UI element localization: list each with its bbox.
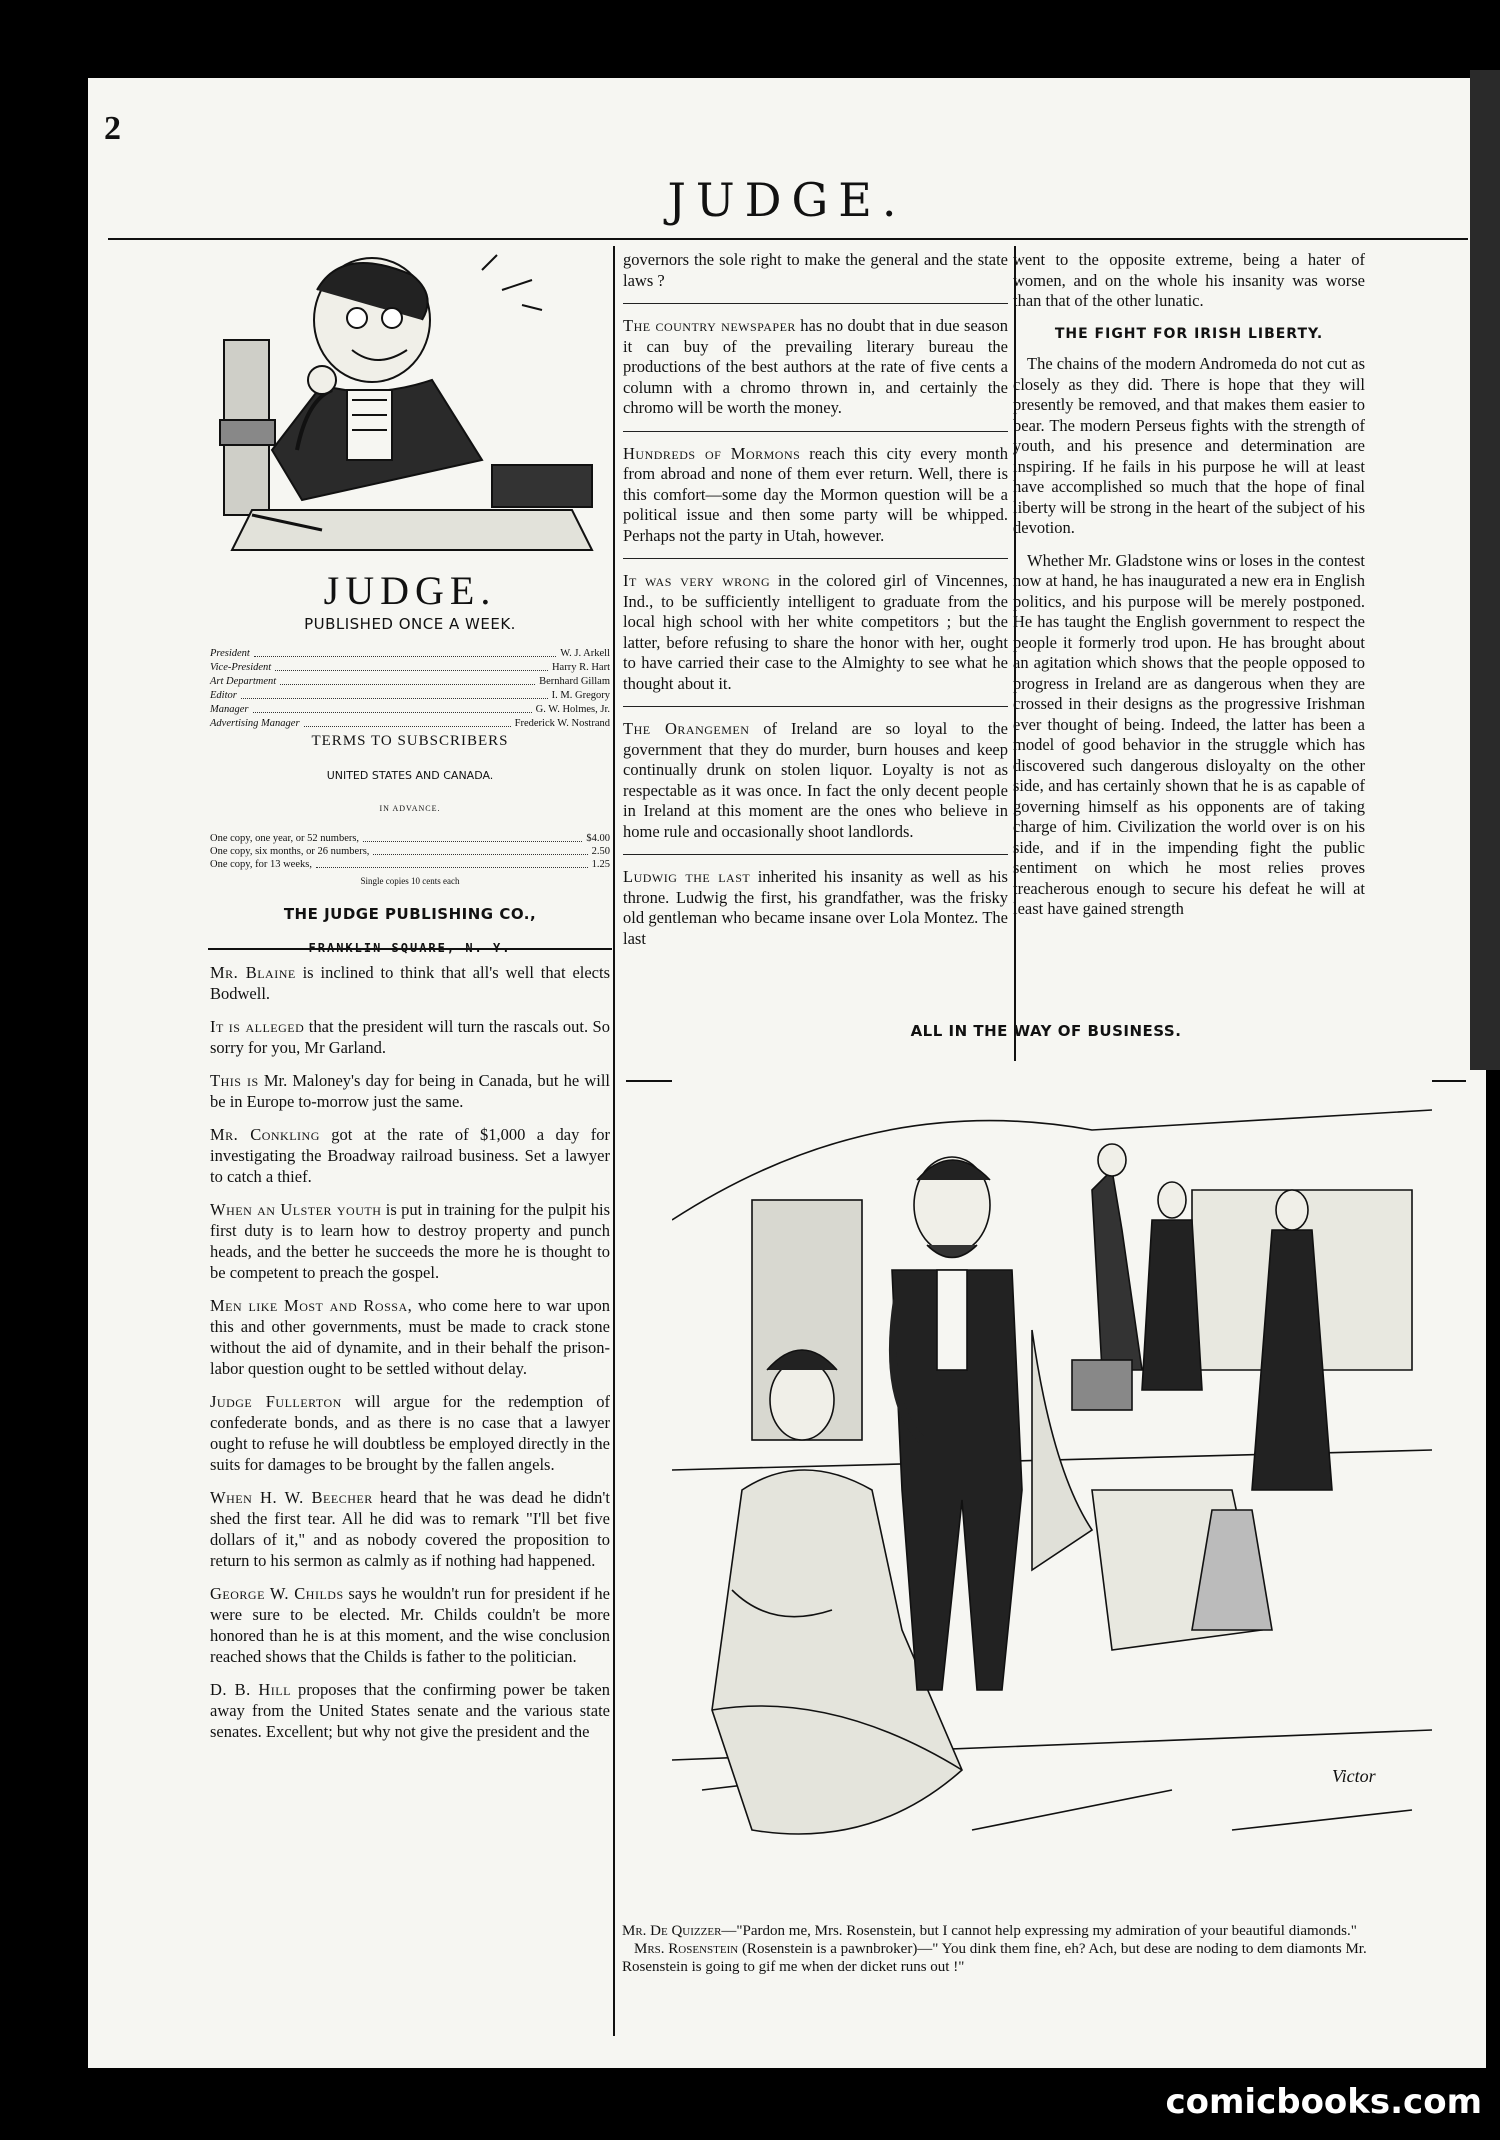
paragraph: It was very wrong in the colored girl of Vincennes, Ind., to be sufficiently intelligent to graduate from the local high school with her white competitors ; but the latter, before refusing to share the honor with her, ought to have carried their case to the Almighty to see what he thought about it. [623, 571, 1008, 693]
paragraph: George W. Childs says he wouldn't run for president if he were sure to be elected. Mr. Childs couldn't be more honored than he is at this moment, and the wise conclusion reached shows that the Childs is father to the politician. [210, 1584, 610, 1666]
single-copy-price: Single copies 10 cents each [360, 875, 460, 886]
terms-region: UNITED STATES AND CANADA. [326, 768, 494, 782]
price-row: One copy, for 13 weeks, 1.25 [210, 858, 610, 870]
terms-advance: IN ADVANCE. [379, 804, 441, 813]
price-row: One copy, six months, or 26 numbers, 2.50 [210, 845, 610, 857]
site-watermark: comicbooks.com [1165, 2082, 1482, 2122]
paragraph: Mr. Blaine is inclined to think that all's well that elects Bodwell. [210, 963, 611, 1003]
publication-info-block [210, 568, 610, 971]
paragraph: Men like Most and Rossa, who come here to war upon this and other governments, must be made to crack stone without the aid of dynamite, and in their behalf the prison-labor question ought to be settled without delay. [210, 1296, 611, 1378]
masthead-rule [108, 238, 1468, 240]
publisher-name: THE JUDGE PUBLISHING CO., [283, 905, 537, 923]
paragraph: The Orangemen of Ireland are so loyal to the government that they do murder, burn houses and keep continually drunk on stolen liquor. Loyalty is not as respectable as it was once. In fact the only decent people in Ireland at this moment are the ones who believe in home rule and occasionally shoot landlords. [623, 719, 1008, 841]
staff-row: Vice-President Harry R. Hart [210, 662, 610, 673]
paragraph: This is Mr. Maloney's day for being in Canada, but he will be in Europe to-morrow just the same. [210, 1071, 610, 1111]
masthead: JUDGE. [667, 173, 907, 227]
staff-list [210, 647, 610, 731]
paragraph-separator [623, 303, 1008, 304]
column-1-paragraphs [210, 962, 610, 1754]
paragraph: Hundreds of Mormons reach this city every month from abroad and none of them ever return. Well, there is this comfort—some day the Mormon question will be a political issue and then some party will be whipped. Perhaps not the party in Utah, however. [623, 443, 1009, 545]
paragraph: Whether Mr. Gladstone wins or loses in the contest now at hand, he has inaugurated a new era in English politics, and his purpose will be merely postponed. He has taught the English government to respect the people it formerly trod upon. He has brought about an agitation which shows that the people opposed to progress in Ireland are as dangerous when they are crossed in their designs as the progressive Irishman ever thought of being. Indeed, the latter has been a model of good behavior in the struggle which has discovered such dangerous disloyalty on the other side, and has certainly shown that he is as capable of governing himself as his opponents are of taking charge of him. Civilization the world over is on his side, and if in the impending fight the public sentiment on which he most relies proves treacherous enough to secure his defeat he will at least have gained strength [1013, 550, 1365, 918]
paragraph-separator [623, 431, 1008, 432]
artist-signature: Victor [1332, 1766, 1376, 1786]
column-rule [613, 246, 615, 2036]
column-3-editorial [1013, 250, 1365, 932]
cartoon-caption [622, 1922, 1410, 1976]
staff-row: Advertising Manager Frederick W. Nostrand [210, 718, 610, 729]
paragraph: Mr. Conkling got at the rate of $1,000 a day for investigating the Broadway railroad business. Set a lawyer to catch a thief. [210, 1125, 610, 1186]
published-line: PUBLISHED ONCE A WEEK. [304, 614, 516, 633]
column-2-paragraphs [623, 250, 1008, 961]
sidebar-rule [208, 948, 612, 950]
price-row: One copy, one year, or 52 numbers, $4.00 [210, 832, 610, 844]
paragraph: When H. W. Beecher heard that he was dead he didn't shed the first tear. All he did was to remark "I'll bet five dollars of it," and as nobody covered the proposition to return to his sermon as calmly as if nothing had happened. [210, 1488, 610, 1570]
cartoon-title: ALL IN THE WAY OF BUSINESS. [910, 1022, 1182, 1040]
paragraph: The chains of the modern Andromeda do not cut as closely as they did. There is hope that they will presently be removed, and that makes them easier to bear. The modern Perseus fights with the strength of youth, and his presence and determination are inspiring. If he fails in his purpose he will at least have accomplished so much that the hope of final liberty will be strong in the heart of the subject of his devotion. [1013, 354, 1365, 537]
paragraph: Judge Fullerton will argue for the redemption of confederate bonds, and as there is no case that a lawyer ought to refuse he will doubtless be employed directly in the suits for damages to be brought by the fallen angels. [210, 1392, 610, 1474]
staff-row: President W. J. Arkell [210, 648, 610, 659]
sidebar-title: JUDGE. [323, 568, 497, 613]
terms-title: TERMS TO SUBSCRIBERS [311, 733, 509, 749]
paragraph: When an Ulster youth is put in training for the pulpit his first duty is to learn how to destroy property and punch heads, and the better he succeeds the more he is thought to be competent to preach the gospel. [210, 1200, 610, 1282]
staff-row: Art Department Bernhard Gillam [210, 676, 610, 687]
paragraph-separator [623, 706, 1008, 707]
page-edge [1470, 70, 1500, 1070]
paragraph: governors the sole right to make the general and the state laws ? [623, 250, 1008, 290]
paragraph: Ludwig the last inherited his insanity as well as his throne. Ludwig the first, his grandfather, was the frisky old gentleman who became insane over Lola Montez. The last [623, 867, 1008, 948]
staff-row: Manager G. W. Holmes, Jr. [210, 704, 610, 715]
paragraph: The country newspaper has no doubt that in due season it can buy of the prevailing literary bureau the productions of the best authors at the rate of five cents a column with a chromo thrown in, and certainly the chromo will be worth the money. [623, 316, 1008, 417]
judge-caricature-illustration [212, 250, 612, 555]
page-number: 2 [104, 110, 121, 147]
paragraph: It is alleged that the president will turn the rascals out. So sorry for you, Mr Garland. [210, 1017, 610, 1057]
staff-row: Editor I. M. Gregory [210, 690, 610, 701]
paragraph-separator [623, 558, 1008, 559]
caption-line-1: Mr. De Quizzer—"Pardon me, Mrs. Rosenstein, but I cannot help expressing my admiration of your beautiful diamonds." [622, 1923, 1357, 1939]
caption-line-2: Mrs. Rosenstein (Rosenstein is a pawnbroker)—" You dink them fine, eh? Ach, but dese are noding to dem diamonts Mr. Rosenstein is going to gif me when der dicket runs out !" [622, 1941, 1367, 1975]
paragraph-separator [623, 854, 1008, 855]
price-list [210, 832, 610, 871]
paragraph: went to the opposite extreme, being a hater of women, and on the whole his insanity was worse than that of the other lunatic. [1013, 250, 1365, 310]
cartoon-illustration [672, 1070, 1432, 1900]
paragraph: D. B. Hill proposes that the confirming power be taken away from the United States senate and the various state senates. Excellent; but why not give the president and the [210, 1680, 610, 1741]
editorial-heading: THE FIGHT FOR IRISH LIBERTY. [1054, 325, 1324, 342]
